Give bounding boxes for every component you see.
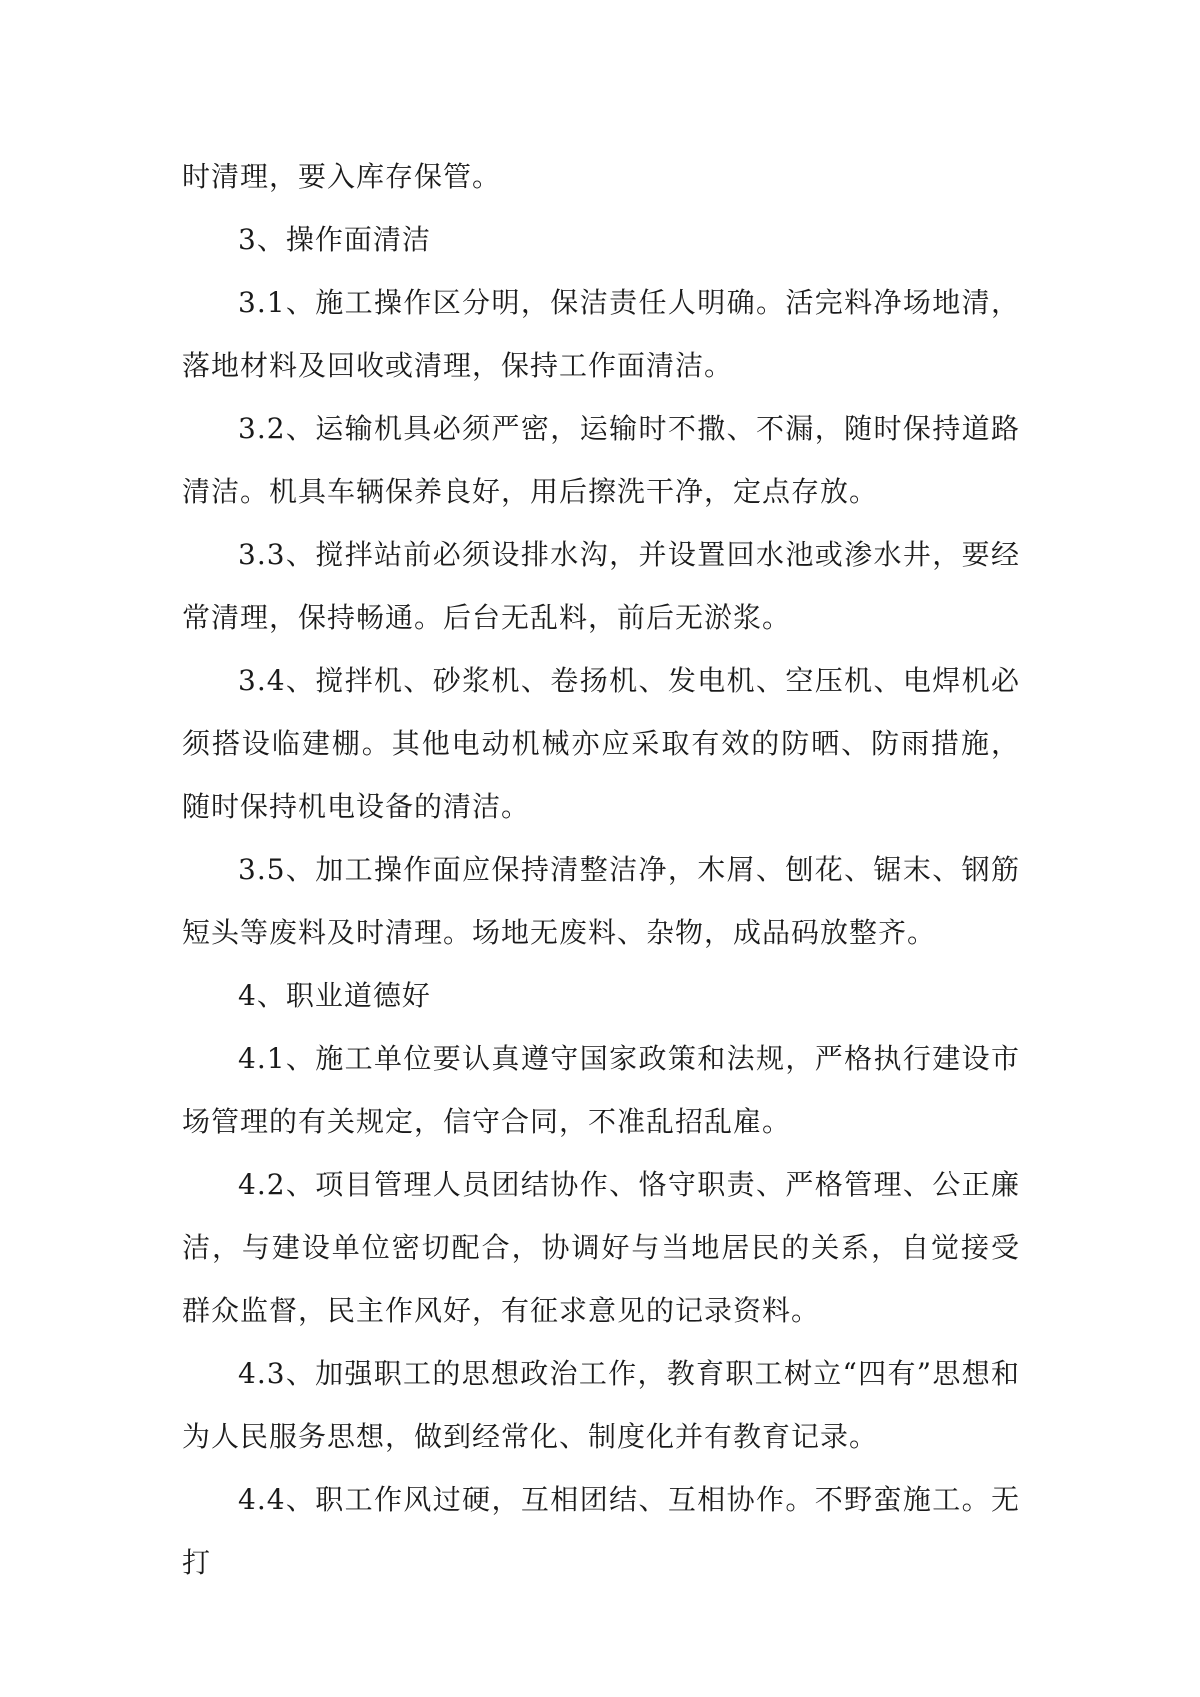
section-heading-3: 3、操作面清洁 <box>238 223 431 256</box>
paragraph-4-2: 4.2、项目管理人员团结协作、恪守职责、严格管理、公正廉洁，与建设单位密切配合，协调好与当地居民的关系，自觉接受群众监督，民主作风好，有征求意见的记录资料。 <box>182 1168 1020 1327</box>
paragraph-3-1: 3.1、施工操作区分明，保洁责任人明确。活完料净场地清，落地材料及回收或清理，保持工作面清洁。 <box>182 286 1020 382</box>
paragraph-continuation: 时清理，要入库存保管。 <box>182 160 502 193</box>
paragraph-3-2: 3.2、运输机具必须严密，运输时不撒、不漏，随时保持道路清洁。机具车辆保养良好，用后擦洗干净，定点存放。 <box>182 412 1020 508</box>
paragraph-4-3: 4.3、加强职工的思想政治工作，教育职工树立“四有”思想和为人民服务思想，做到经常化、制度化并有教育记录。 <box>182 1357 1020 1453</box>
paragraph-4-1: 4.1、施工单位要认真遵守国家政策和法规，严格执行建设市场管理的有关规定，信守合同，不准乱招乱雇。 <box>182 1042 1020 1138</box>
paragraph-3-4: 3.4、搅拌机、砂浆机、卷扬机、发电机、空压机、电焊机必须搭设临建棚。其他电动机械亦应采取有效的防晒、防雨措施，随时保持机电设备的清洁。 <box>182 664 1020 823</box>
paragraph-3-5: 3.5、加工操作面应保持清整洁净，木屑、刨花、锯末、钢筋短头等废料及时清理。场地无废料、杂物，成品码放整齐。 <box>182 853 1020 949</box>
paragraph-4-4: 4.4、职工作风过硬，互相团结、互相协作。不野蛮施工。无打 <box>182 1483 1020 1579</box>
paragraph-3-3: 3.3、搅拌站前必须设排水沟，并设置回水池或渗水井，要经常清理，保持畅通。后台无乱料，前后无淤浆。 <box>182 538 1020 634</box>
document-body <box>182 145 1020 1594</box>
section-heading-4: 4、职业道德好 <box>238 979 431 1012</box>
